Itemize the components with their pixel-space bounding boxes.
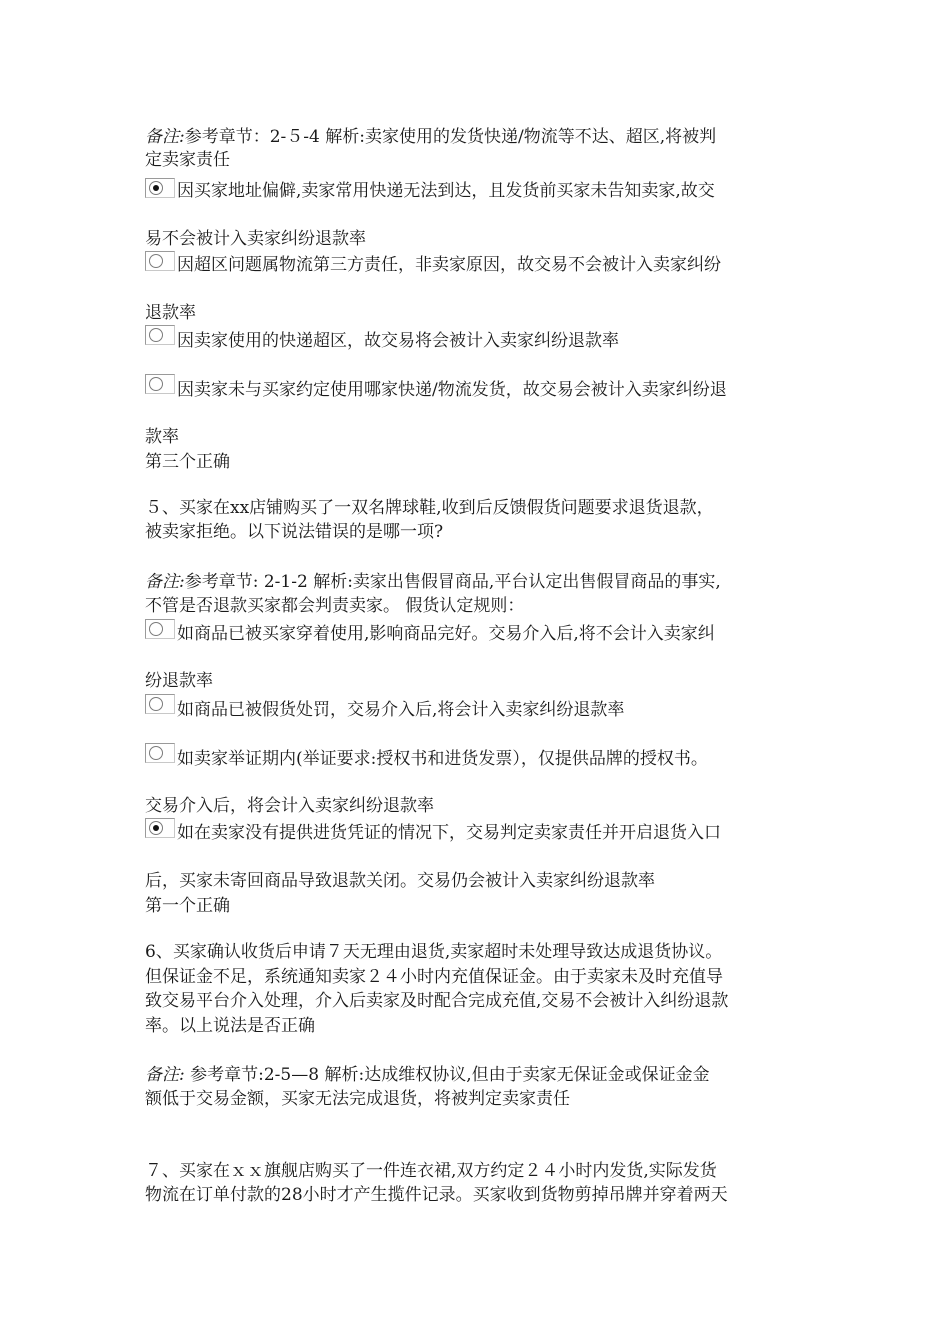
q4-option-2-text: 因超区问题属物流第三方责任，非卖家原因，故交易不会被计入卖家纠纷 (177, 255, 721, 275)
radio-icon (149, 821, 163, 835)
note-label: 备注: (145, 127, 185, 147)
q5-option-3-radio[interactable] (145, 743, 175, 763)
q4-option-4-text: 因卖家未与买家约定使用哪家快递/物流发货，故交易会被计入卖家纠纷退 (177, 380, 727, 400)
q5-option-4-text: 如在卖家没有提供进货凭证的情况下，交易判定卖家责任并开启退货入口 (177, 823, 721, 843)
q4-option-3-text: 因卖家使用的快递超区，故交易将会被计入卖家纠纷退款率 (177, 331, 619, 351)
q6-question-line1: 6、买家确认收货后申请７天无理由退货,卖家超时未处理导致达成退货协议。 (145, 942, 723, 962)
q5-option-2-text: 如商品已被假货处罚，交易介入后,将会计入卖家纠纷退款率 (177, 700, 625, 720)
radio-icon (149, 746, 163, 760)
note-label: 备注: (145, 1065, 185, 1085)
q5-answer: 第一个正确 (145, 896, 230, 916)
q4-option-1-text: 因买家地址偏僻,卖家常用快递无法到达，且发货前买家未告知卖家,故交 (177, 181, 715, 201)
q6-question-line3: 致交易平台介入处理，介入后卖家及时配合完成充值,交易不会被计入纠纷退款 (145, 991, 729, 1011)
q4-answer: 第三个正确 (145, 452, 230, 472)
q5-note-line1: 备注:参考章节: 2-1-2 解析:卖家出售假冒商品,平台认定出售假冒商品的事实, (145, 572, 721, 592)
q6-note-line2: 额低于交易金额，买家无法完成退货，将被判定卖家责任 (145, 1089, 570, 1109)
q5-option-4-text-cont: 后，买家未寄回商品导致退款关闭。交易仍会被计入卖家纠纷退款率 (145, 871, 655, 891)
q5-option-1-text: 如商品已被买家穿着使用,影响商品完好。交易介入后,将不会计入卖家纠 (177, 624, 715, 644)
q4-option-4-text-cont: 款率 (145, 427, 179, 447)
q5-option-3-text: 如卖家举证期内(举证要求:授权书和进货发票），仅提供品牌的授权书。 (177, 749, 708, 769)
radio-icon (149, 254, 163, 268)
q4-note-line2: 定卖家责任 (145, 150, 230, 170)
q5-question-line2: 被卖家拒绝。以下说法错误的是哪一项? (145, 522, 444, 542)
q5-option-3-text-cont: 交易介入后，将会计入卖家纠纷退款率 (145, 796, 434, 816)
q5-option-4-radio[interactable] (145, 818, 175, 838)
q4-option-1-text-cont: 易不会被计入卖家纠纷退款率 (145, 229, 366, 249)
q4-option-3-radio[interactable] (145, 325, 175, 345)
q6-note-line1: 备注: 参考章节:2-5—8 解析:达成维权协议,但由于卖家无保证金或保证金金 (145, 1065, 710, 1085)
q4-option-1-radio[interactable] (145, 178, 175, 198)
q5-option-1-radio[interactable] (145, 619, 175, 639)
q5-option-2-radio[interactable] (145, 694, 175, 714)
q4-option-2-text-cont: 退款率 (145, 303, 196, 323)
radio-icon (149, 697, 163, 711)
q5-option-1-text-cont: 纷退款率 (145, 671, 213, 691)
q7-question-line2: 物流在订单付款的28小时才产生揽件记录。买家收到货物剪掉吊牌并穿着两天 (145, 1185, 728, 1205)
note-label: 备注: (145, 572, 185, 592)
q5-question-line1: ５、买家在xx店铺购买了一双名牌球鞋,收到后反馈假货问题要求退货退款， (145, 498, 714, 518)
radio-icon (149, 622, 163, 636)
radio-icon (149, 377, 163, 391)
q6-question-line4: 率。以上说法是否正确 (145, 1016, 315, 1036)
q7-question-line1: ７、买家在ｘｘ旗舰店购买了一件连衣裙,双方约定２４小时内发货,实际发货 (145, 1161, 717, 1181)
radio-icon (149, 181, 163, 195)
q4-note-line1: 备注:参考章节：2-５-4 解析:卖家使用的发货快递/物流等不达、超区,将被判 (145, 127, 717, 147)
q4-option-4-radio[interactable] (145, 374, 175, 394)
q4-option-2-radio[interactable] (145, 251, 175, 271)
q6-question-line2: 但保证金不足，系统通知卖家２４小时内充值保证金。由于卖家未及时充值导 (145, 967, 723, 987)
q5-note-line2: 不管是否退款买家都会判责卖家。 假货认定规则： (145, 596, 525, 616)
radio-icon (149, 328, 163, 342)
